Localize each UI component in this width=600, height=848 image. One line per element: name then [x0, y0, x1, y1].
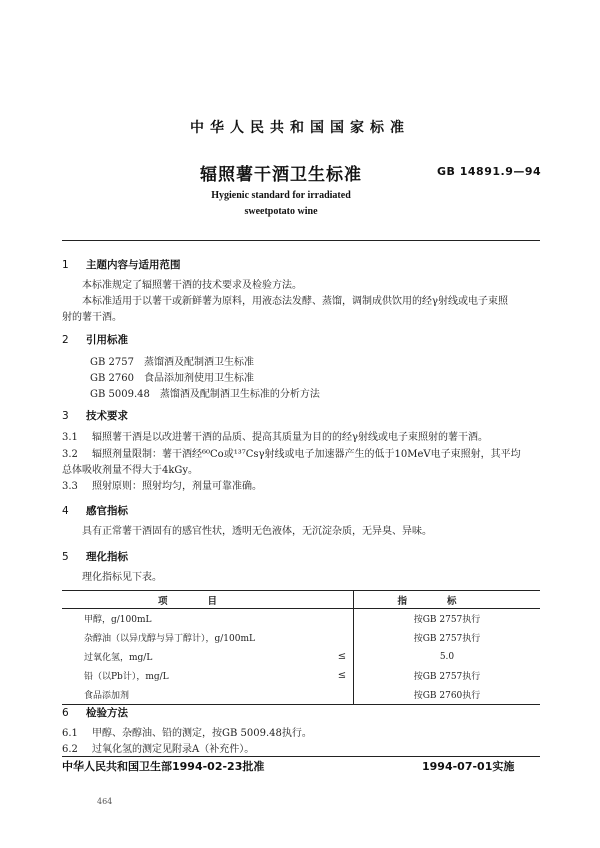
- table-cell-value: 按GB 2757执行: [354, 666, 541, 685]
- section-1-body: [62, 278, 542, 326]
- clause-number: 3.2: [62, 449, 78, 460]
- section-5-body: 理化指标见下表。: [82, 572, 162, 583]
- document-title-en: [0, 188, 600, 220]
- table-row: [62, 666, 540, 685]
- clause-text: 照射原则：照射均匀，剂量可靠准确。: [92, 481, 262, 492]
- table-cell-comparator: ≤: [337, 651, 347, 662]
- national-standard-heading: 中华人民共和国国家标准: [190, 120, 410, 136]
- clause-number: 6.2: [62, 744, 78, 755]
- implementation-date: 1994-07-01实施: [422, 760, 515, 773]
- clause-number: 3.3: [62, 481, 78, 492]
- table-cell-item: 杂醇油（以异戊醇与异丁醇计），g/100mL: [84, 634, 255, 644]
- clause-text: 辐照剂量限制：薯干酒经⁶⁰Co或¹³⁷Csγ射线或电子加速器产生的低于10MeV电子束照射，其平均: [92, 449, 521, 460]
- reference-title: 蒸馏酒及配制酒卫生标准: [143, 357, 254, 368]
- table-row: [62, 628, 540, 647]
- table-cell-comparator: [331, 628, 354, 647]
- paragraph-continuation: 射的薯干酒。: [62, 312, 122, 323]
- header-rule: [62, 240, 540, 241]
- column-header-value: 指标: [354, 591, 541, 609]
- table-cell-comparator: ≤: [337, 670, 347, 681]
- reference-code: GB 2757: [90, 357, 134, 368]
- table-cell-value: 按GB 2760执行: [354, 685, 541, 705]
- table-cell-item: 甲醇，g/100mL: [84, 615, 152, 625]
- standard-number: GB 14891.9—94: [437, 165, 542, 178]
- clause-number: 3.1: [62, 432, 78, 443]
- section-title: 技术要求: [86, 410, 128, 422]
- page-number: 464: [97, 797, 113, 806]
- table-row: [62, 609, 540, 629]
- table-cell-comparator: [331, 609, 354, 629]
- reference-item: [90, 369, 254, 384]
- section-number: 4: [62, 505, 69, 517]
- clause-text: 辐照薯干酒是以改进薯干酒的品质、提高其质量为目的的经γ射线或电子束照射的薯干酒。: [92, 432, 488, 443]
- clause-3-2: [62, 447, 540, 463]
- section-title: 感官指标: [86, 505, 128, 517]
- section-4-heading: [62, 503, 128, 518]
- paragraph: 本标准规定了辐照薯干酒的技术要求及检验方法。: [82, 280, 302, 291]
- section-number: 2: [62, 334, 69, 346]
- clause-number: 6.1: [62, 728, 78, 739]
- section-number: 6: [62, 707, 69, 719]
- clause-text: 甲醇、杂醇油、铅的测定，按GB 5009.48执行。: [92, 728, 312, 739]
- footer-rule: [62, 756, 540, 757]
- section-title: 检验方法: [86, 707, 128, 719]
- section-5-heading: [62, 549, 128, 564]
- clause-3-1: [62, 430, 540, 446]
- table-cell-item: 铅（以Pb计），mg/L: [84, 672, 169, 682]
- section-title: 引用标准: [86, 334, 128, 346]
- clause-text: 过氧化氢的测定见附录A（补充件）。: [92, 744, 255, 755]
- section-6-heading: [62, 705, 128, 720]
- table-cell-item: 食品添加剂: [62, 685, 331, 705]
- clause-6-1: [62, 726, 540, 742]
- table-cell-value: 按GB 2757执行: [354, 609, 541, 629]
- table-cell-value: 5.0: [354, 647, 541, 666]
- document-title-cn: 辐照薯干酒卫生标准: [200, 165, 362, 185]
- clause-3-2-continuation: 总体吸收剂量不得大于4kGy。: [62, 465, 199, 476]
- clause-3-3: [62, 479, 540, 495]
- reference-code: GB 2760: [90, 373, 134, 384]
- physicochemical-table: [62, 590, 540, 705]
- paragraph: 本标准适用于以薯干或新鲜薯为原料，用液态法发酵、蒸馏，调制成供饮用的经γ射线或电子束照: [82, 296, 508, 307]
- table-header-row: [62, 591, 540, 609]
- reference-title: 蒸馏酒及配制酒卫生标准的分析方法: [159, 389, 320, 400]
- section-2-heading: [62, 332, 128, 347]
- section-1-heading: [62, 257, 181, 272]
- section-title: 主题内容与适用范围: [86, 259, 181, 271]
- column-header-item: 项目: [62, 591, 354, 609]
- section-number: 1: [62, 259, 69, 271]
- section-3-heading: [62, 408, 128, 423]
- section-4-body: 具有正常薯干酒固有的感官性状，透明无色液体，无沉淀杂质，无异臭、异味。: [82, 526, 432, 537]
- reference-title: 食品添加剂使用卫生标准: [143, 373, 254, 384]
- table-cell-value: 按GB 2757执行: [354, 628, 541, 647]
- section-number: 3: [62, 410, 69, 422]
- table-row: [62, 647, 540, 666]
- title-en-line2: sweetpotato wine: [244, 206, 318, 217]
- table-row: [62, 685, 540, 705]
- table-cell-item: 过氧化氢，mg/L: [84, 653, 153, 663]
- title-en-line1: Hygienic standard for irradiated: [211, 190, 351, 201]
- reference-code: GB 5009.48: [90, 389, 150, 400]
- reference-item: [90, 385, 320, 400]
- table-cell-comparator: [331, 685, 354, 705]
- section-number: 5: [62, 551, 69, 563]
- approval-info: 中华人民共和国卫生部1994-02-23批准: [62, 760, 265, 773]
- section-title: 理化指标: [86, 551, 128, 563]
- reference-item: [90, 353, 254, 368]
